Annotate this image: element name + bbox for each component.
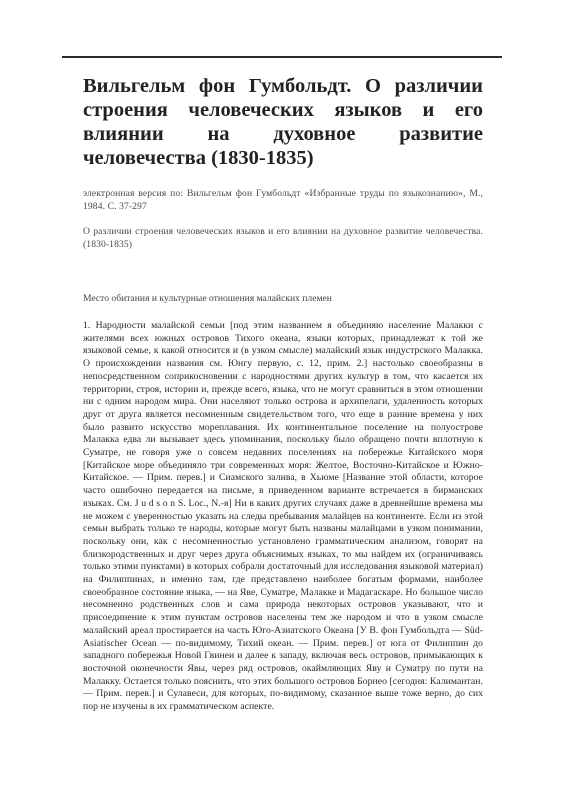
top-rule: [62, 56, 502, 58]
source-note: электронная версия по: Вильгельм фон Гумбольдт «Избранные труды по языкознанию», М., 1984. С. 37-297: [83, 188, 483, 212]
title-line: влиянии на духовное развитие: [83, 123, 483, 145]
title-line: Вильгельм фон Гумбольдт. О различии: [83, 75, 483, 97]
page-title: [83, 74, 483, 170]
subtitle-note: О различии строения человеческих языков и его влиянии на духовное развитие человечества. (1830-1835): [83, 226, 483, 250]
title-line: человечества (1830-1835): [83, 147, 314, 169]
body-paragraph: 1. Народности малайской семьи [под этим названием я объединяю население Малакки с жителями всех южных островов Тихого океана, языки которых, принадлежат к той же языковой семье, к какой относится и (в узком смысле) малайский язык индустрского Малакка. О происхождении названия см. Юнгу первую, с. 12, прим. 2.] настолько своеобразны в непосредственном соприкосновении с народностями других культур в том, что касается их территории, строя, истории и, прежде всего, языка, что не могут сравниться в этом отношении ни с одним народом мира. Они населяют только острова и архипелаги, удаленность которых друг от друга является несомненным свидетельством того, что еще в ранние времена у них было развито искусство мореплавания. Их континентальное поселение на полуострове Малакка едва ли вызывает здесь упоминания, поскольку было обращено почти вплотную к Суматре, не говоря уже о совсем недавних поселениях на побережье Китайского моря [Китайское море объединяло три современных моря: Желтое, Восточно-Китайское и Южно-Китайское. — Прим. перев.] и Сиамского залива, в Хьюме [Название этой области, которое часто ошибочно передается на письме, в приведенном варианте встречается в бирманских языках. См. J u d s o n S. Loc., N.-я] Ни в каких других случаях даже в древнейшие времена мы не можем с уверенностью указать на следы пребывания малайцев на континенте. Если из этой семьи выбрать только те народы, которые могут быть названы малайцами в узком понимании, поскольку они, как с несомненностью установлено грамматическим анализом, говорят на близкородственных и друг через друга объяснимых языках, то мы найдем их (ограничиваясь только этими пунктами) в которых собрали достаточный для исследования языковой материал) на Филиппинах, и именно там, где представлено наиболее богатым формами, наиболее своеобразное состояние языка, — на Яве, Суматре, Малакке и Мадагаскаре. Но большое число несомненно родственных слов и сама природа некоторых островов указывают, что и присоединение к этим пунктам островов населены тем же народом и что в узком смысле малайский ареал простирается на часть Юго-Азиатского Океана [У В. фон Гумбольдта — Süd-Asiatischer Ocean — по-видимому, Тихий океан. — Прим. перев.] от юга от Филиппин до западного побережья Новой Гвинеи и далее к западу, включая весь островов, примыкающих к восточной оконечности Явы, через ряд островов, окаймляющих Яву и Суматру по пути на Малакку. Остается только пояснить, что этих большого островов Борнео [сегодня: Калимантан. — Прим. перев.] и Сулавеси, для которых, по-видимому, сказанное выше тоже верно, до сих пор не изучены в их грамматическом аспекте.: [83, 320, 483, 713]
title-line: строения человеческих языков и его: [83, 99, 483, 121]
section-heading: Место обитания и культурные отношения малайских племен: [83, 293, 332, 304]
